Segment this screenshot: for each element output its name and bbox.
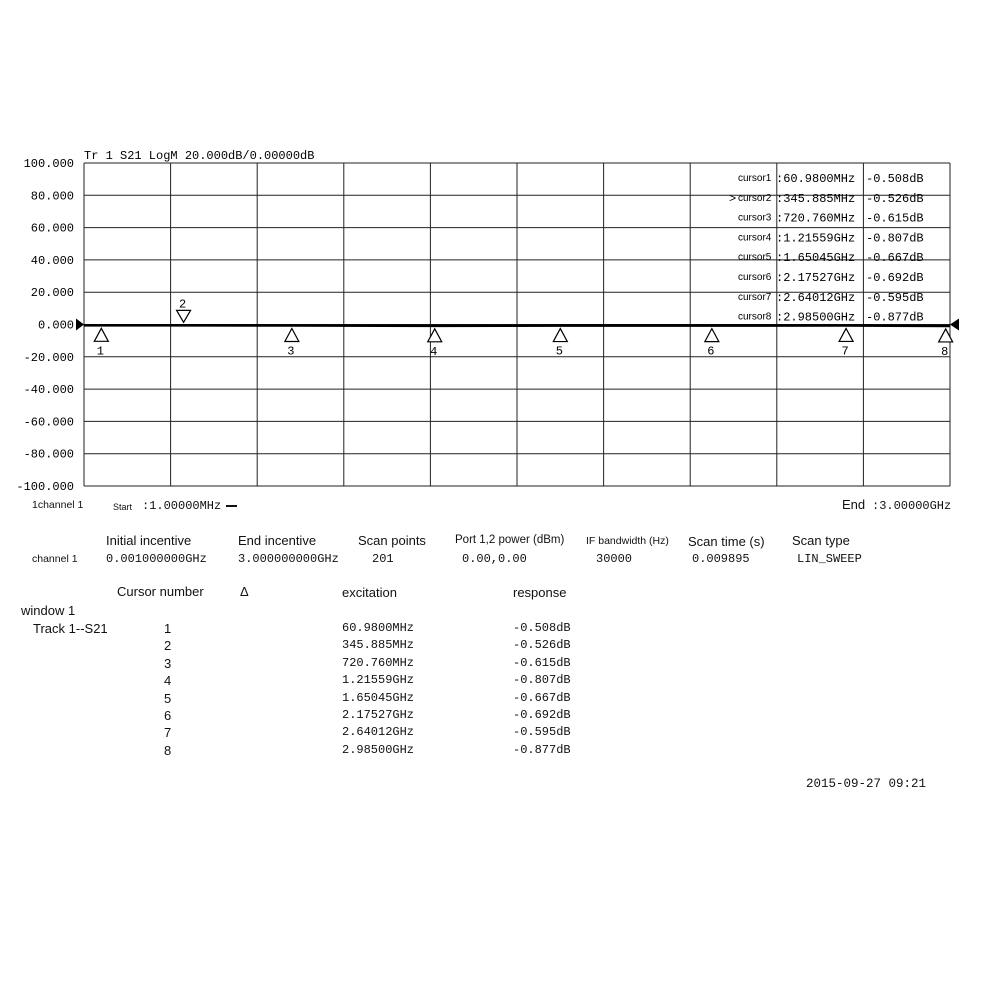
hdr-time: Scan time (s) — [688, 534, 765, 549]
cursor-readout-freq: :720.760MHz — [776, 211, 856, 226]
channel-label: 1channel 1 — [32, 499, 84, 511]
cursor-row-response: -0.508dB — [513, 621, 571, 635]
cursor-row-excitation: 60.9800MHz — [342, 621, 415, 635]
cursor-readout-value: -0.877dB — [866, 310, 924, 325]
cursor-readout-value: -0.615dB — [866, 211, 924, 226]
hdr-initial: Initial incentive — [106, 533, 192, 548]
marker-2-label: 2 — [178, 297, 187, 312]
cursor-readout-freq: :1.21559GHz — [776, 231, 856, 246]
marker-3-icon — [285, 328, 299, 341]
val-time: 0.009895 — [692, 552, 750, 566]
cursor-readout-freq: :345.885MHz — [776, 191, 856, 206]
marker-1-label: 1 — [96, 344, 104, 359]
trace-line — [84, 325, 950, 326]
timestamp: 2015-09-27 09:21 — [806, 777, 927, 791]
track-label: Track 1--S21 — [33, 621, 108, 636]
marker-5-icon — [553, 329, 567, 342]
hdr-points: Scan points — [358, 533, 426, 548]
marker-5-label: 5 — [555, 344, 563, 359]
marker-4-icon — [428, 329, 442, 342]
cursor-row-response: -0.595dB — [513, 725, 571, 740]
y-tick-label: 20.000 — [30, 286, 74, 301]
val-type: LIN_SWEEP — [797, 552, 862, 566]
marker-8-icon — [939, 329, 953, 342]
cursor-row-excitation: 2.98500GHz — [342, 742, 415, 757]
cursor-readout-label: cursor7 — [738, 291, 772, 303]
y-tick-label: 40.000 — [30, 253, 74, 268]
cursor-readout-label: cursor6 — [738, 272, 772, 283]
cursor-row-excitation: 2.64012GHz — [342, 725, 415, 740]
cursor-row-excitation: 1.65045GHz — [342, 690, 415, 705]
marker-6-icon — [705, 329, 719, 342]
end-value: :3.00000GHz — [872, 499, 952, 513]
cursor-row-number: 6 — [164, 708, 172, 723]
hdr-delta: Δ — [240, 584, 249, 599]
val-points: 201 — [372, 552, 394, 566]
cursor-row-response: -0.667dB — [513, 690, 571, 705]
marker-7-icon — [839, 328, 853, 341]
reference-left-icon — [76, 319, 84, 331]
cursor-row-number: 4 — [164, 673, 172, 689]
cursor-row-excitation: 720.760MHz — [342, 655, 415, 670]
cursor-readout-label: cursor5 — [738, 252, 772, 264]
markers — [94, 297, 952, 359]
y-tick-label: -20.000 — [23, 350, 74, 365]
cursor-row-number: 2 — [164, 638, 172, 654]
cursor-row-excitation: 2.17527GHz — [342, 708, 415, 722]
marker-7-label: 7 — [841, 344, 849, 359]
y-tick-label: -80.000 — [23, 447, 74, 462]
cursor-row-number: 3 — [164, 655, 172, 671]
cursor-readout-value: -0.692dB — [866, 271, 924, 285]
cursor-row-response: -0.615dB — [513, 655, 571, 670]
cursor-row-number: 7 — [164, 725, 172, 741]
active-cursor-icon: > — [729, 191, 737, 206]
window-label: window 1 — [21, 603, 76, 618]
hdr-excitation: excitation — [342, 585, 397, 600]
cursor-row-number: 1 — [164, 621, 172, 636]
val-ifbw: 30000 — [596, 552, 633, 566]
cursor-readout-label: cursor8 — [738, 311, 772, 323]
marker-4-label: 4 — [430, 344, 438, 359]
y-tick-label: -100.000 — [16, 480, 74, 494]
hdr-power: Port 1,2 power (dBm) — [455, 534, 565, 546]
cursor-readout-freq: :2.98500GHz — [776, 310, 856, 325]
start-value: :1.00000MHz — [142, 499, 222, 513]
reference-right-icon — [950, 319, 959, 331]
cursor-readout-freq: :2.64012GHz — [776, 290, 856, 305]
dash-mark — [226, 505, 237, 507]
cursor-row-response: -0.526dB — [513, 638, 571, 653]
cursor-readout-label: cursor4 — [738, 232, 772, 244]
cursor-readout-freq: :2.17527GHz — [776, 271, 856, 285]
cursor-readout-value: -0.508dB — [866, 172, 924, 186]
hdr-end: End incentive — [238, 533, 317, 548]
cursor-readout-freq: :1.65045GHz — [776, 251, 856, 266]
cursor-row-excitation: 345.885MHz — [342, 638, 415, 653]
marker-3-label: 3 — [287, 344, 295, 359]
row-channel: channel 1 — [32, 553, 78, 565]
chart-title: Tr 1 S21 LogM 20.000dB/0.00000dB — [84, 149, 315, 163]
y-tick-label: -40.000 — [23, 383, 74, 398]
marker-6-label: 6 — [707, 344, 715, 359]
y-tick-label: -60.000 — [23, 415, 74, 430]
cursor-readout-value: -0.595dB — [866, 290, 924, 305]
end-label: End — [842, 497, 866, 512]
hdr-response: response — [513, 585, 567, 600]
marker-2-icon — [177, 310, 191, 322]
y-tick-label: 60.000 — [30, 221, 74, 236]
cursor-row-number: 8 — [164, 742, 172, 758]
cursor-readouts — [729, 172, 924, 325]
start-label: Start — [113, 502, 133, 512]
cursor-row-number: 5 — [164, 690, 172, 706]
marker-8-label: 8 — [941, 344, 949, 359]
y-tick-label: 0.000 — [37, 318, 74, 333]
cursor-readout-label: cursor2 — [738, 192, 772, 204]
cursor-row-excitation: 1.21559GHz — [342, 673, 415, 688]
cursor-readout-freq: :60.9800MHz — [776, 172, 856, 186]
marker-1-icon — [94, 328, 108, 341]
cursor-readout-label: cursor1 — [738, 173, 772, 184]
hdr-cursor-number: Cursor number — [117, 584, 204, 599]
y-axis-ticks — [16, 157, 74, 494]
cursor-readout-label: cursor3 — [738, 212, 772, 224]
cursor-readout-value: -0.526dB — [866, 191, 924, 206]
cursor-readout-value: -0.667dB — [866, 251, 924, 266]
cursor-readout-value: -0.807dB — [866, 231, 924, 246]
cursor-row-response: -0.877dB — [513, 742, 571, 757]
y-tick-label: 80.000 — [30, 189, 74, 204]
val-power: 0.00,0.00 — [462, 552, 527, 566]
cursor-row-response: -0.807dB — [513, 673, 571, 688]
val-initial: 0.001000000GHz — [106, 552, 207, 566]
val-end: 3.000000000GHz — [238, 552, 339, 566]
y-tick-label: 100.000 — [23, 157, 74, 171]
hdr-type: Scan type — [792, 533, 850, 548]
hdr-ifbw: IF bandwidth (Hz) — [586, 535, 669, 547]
cursor-row-response: -0.692dB — [513, 708, 571, 722]
